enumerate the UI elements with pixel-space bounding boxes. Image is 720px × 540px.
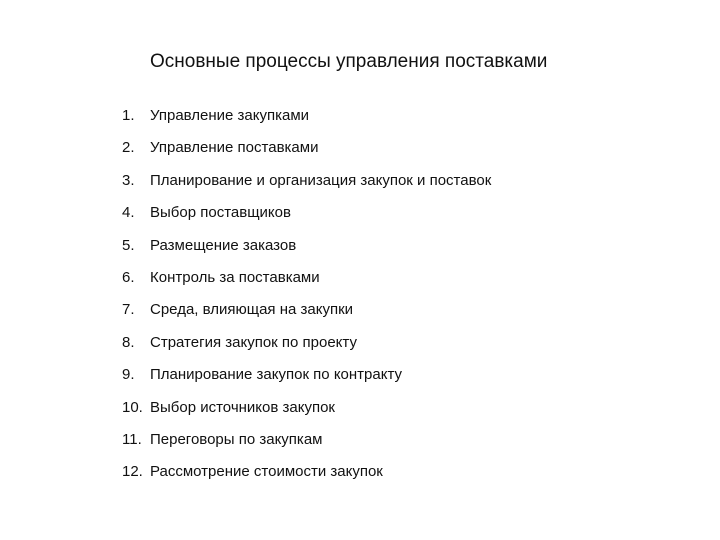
list-item-text: Выбор источников закупок	[150, 398, 335, 416]
list-item-number: 12.	[122, 463, 143, 481]
process-list	[122, 106, 682, 495]
list-item	[122, 106, 682, 138]
list-item-text: Рассмотрение стоимости закупок	[150, 463, 383, 481]
list-item-number: 1.	[122, 107, 135, 124]
list-item-text: Планирование и организация закупок и поставок	[150, 171, 492, 189]
list-item	[122, 203, 682, 235]
list-item-number: 7.	[122, 301, 135, 319]
list-item-number: 5.	[122, 236, 135, 254]
list-item-text: Управление поставками	[150, 139, 319, 157]
list-item-text: Контроль за поставками	[150, 268, 320, 286]
list-item-text: Среда, влияющая на закупки	[150, 301, 354, 319]
list-item-text: Управление закупками	[150, 107, 310, 124]
list-item	[122, 138, 682, 170]
list-item	[122, 430, 682, 462]
list-item-number: 11.	[122, 430, 142, 448]
list-item-number: 4.	[122, 204, 135, 222]
list-item-number: 8.	[122, 333, 135, 351]
list-item-number: 2.	[122, 139, 135, 157]
list-item-text: Планирование закупок по контракту	[150, 366, 402, 384]
list-item	[122, 268, 682, 300]
list-item-number: 3.	[122, 171, 135, 189]
list-item	[122, 333, 682, 365]
list-item	[122, 462, 682, 494]
list-item	[122, 300, 682, 332]
list-item	[122, 398, 682, 430]
list-item-text: Размещение заказов	[150, 236, 297, 254]
slide-title: Основные процессы управления поставками	[150, 51, 548, 72]
list-item-text: Стратегия закупок по проекту	[150, 333, 357, 351]
list-item-number: 10.	[122, 398, 143, 416]
list-item	[122, 365, 682, 397]
list-item-text: Переговоры по закупкам	[150, 430, 323, 448]
list-item-number: 9.	[122, 366, 135, 384]
list-item-text: Выбор поставщиков	[150, 204, 291, 222]
list-item-number: 6.	[122, 268, 135, 286]
list-item	[122, 236, 682, 268]
list-item	[122, 171, 682, 203]
